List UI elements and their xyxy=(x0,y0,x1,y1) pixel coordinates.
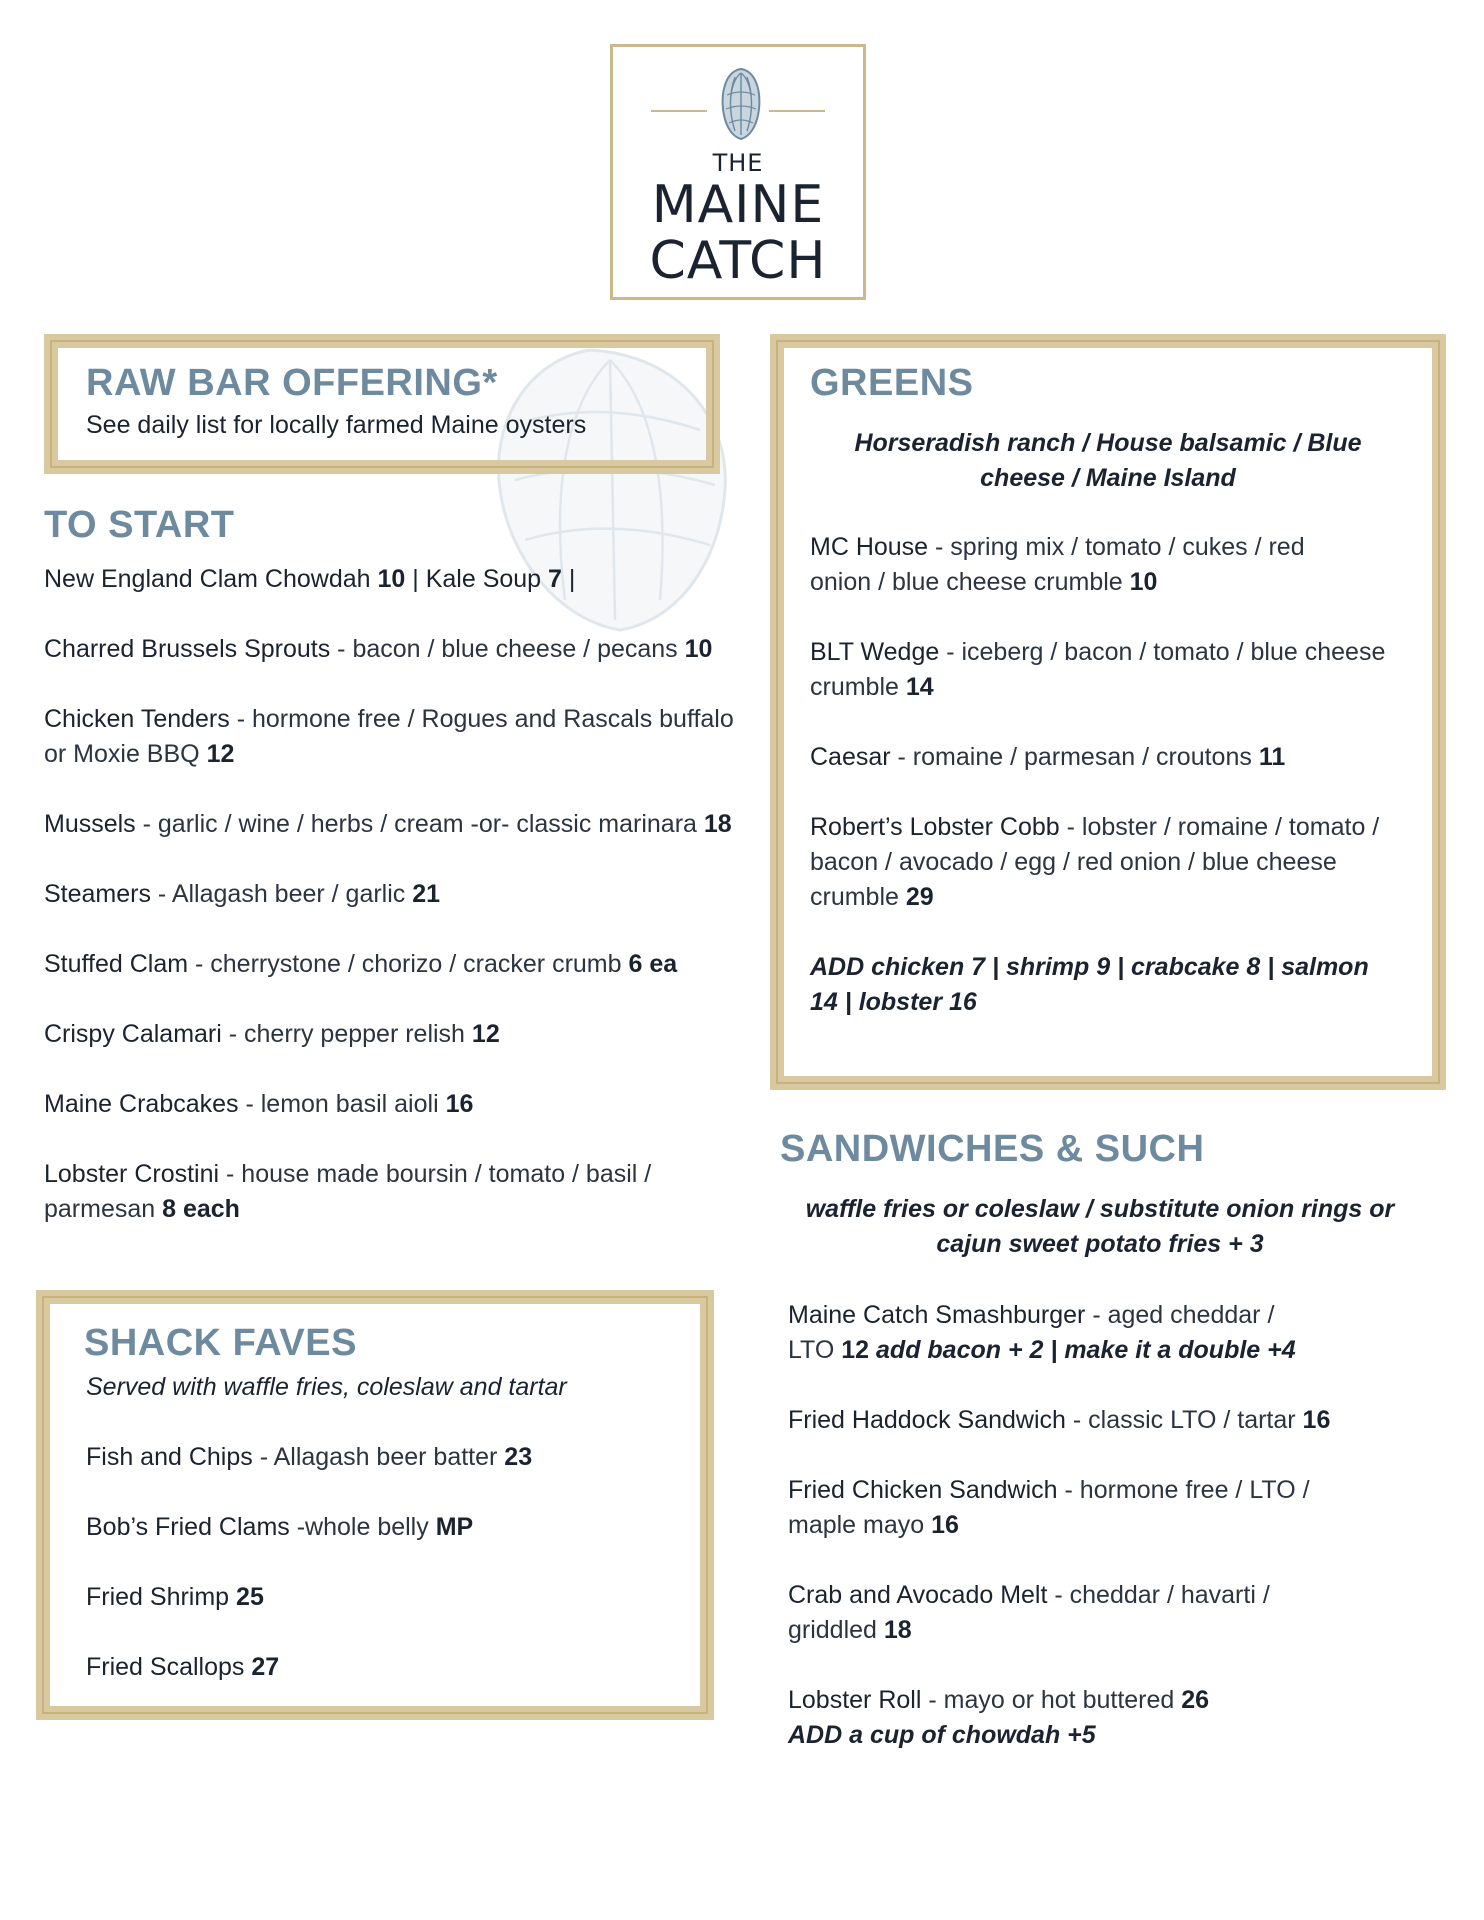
list-item xyxy=(86,1580,686,1615)
item-name: New England Clam Chowdah xyxy=(44,565,371,593)
item-price: 10 xyxy=(684,635,713,663)
item-price: 14 xyxy=(905,673,934,701)
list-item xyxy=(788,1683,1388,1753)
item-price: 12 xyxy=(206,740,235,768)
logo-divider-right xyxy=(769,110,825,112)
item-price: MP xyxy=(435,1513,474,1541)
item-price: 27 xyxy=(251,1653,280,1681)
item-name: Lobster Roll xyxy=(788,1686,922,1714)
item-name: Bob’s Fried Clams xyxy=(86,1513,290,1541)
item-price: 16 xyxy=(1302,1406,1331,1434)
list-item xyxy=(44,877,744,912)
item-name: MC House xyxy=(810,533,929,561)
item-name: Crispy Calamari xyxy=(44,1020,222,1048)
item-price: 10 xyxy=(377,565,406,593)
item-description: - hormone free / LTO / maple mayo xyxy=(788,1476,1310,1539)
item-description: - house made boursin / tomato / basil / parmesan xyxy=(44,1160,652,1223)
list-item xyxy=(86,1440,686,1475)
item-name: BLT Wedge xyxy=(810,638,940,666)
raw-bar-title: RAW BAR OFFERING* xyxy=(86,362,498,404)
item-description: - Allagash beer / garlic xyxy=(150,880,413,908)
list-item xyxy=(44,632,744,667)
item-name: Mussels xyxy=(44,810,136,838)
item-description: - cheddar / havarti / griddled xyxy=(788,1581,1270,1644)
item-description: - romaine / parmesan / croutons xyxy=(890,743,1259,771)
list-item xyxy=(44,947,744,982)
list-item xyxy=(810,810,1418,915)
item-description xyxy=(229,1583,236,1611)
list-item xyxy=(788,1578,1308,1648)
restaurant-logo xyxy=(610,44,866,300)
greens-title: GREENS xyxy=(810,362,974,404)
item-price: 8 each xyxy=(162,1195,240,1223)
list-item xyxy=(44,807,764,842)
item-extra: ADD a cup of chowdah +5 xyxy=(788,1721,1096,1749)
list-item xyxy=(788,1403,1428,1438)
item-name: Lobster Crostini xyxy=(44,1160,220,1188)
to-start-title: TO START xyxy=(44,504,235,546)
item-name: Robert’s Lobster Cobb xyxy=(810,813,1060,841)
item-description: - spring mix / tomato / cukes / red onion / blue cheese crumble xyxy=(810,533,1305,596)
list-item xyxy=(44,1157,704,1227)
shack-faves-subtitle: Served with waffle fries, coleslaw and tartar xyxy=(86,1373,567,1401)
item-price: 12 xyxy=(841,1336,870,1364)
logo-catch: CATCH xyxy=(649,231,827,291)
list-item xyxy=(810,530,1370,600)
item-name: Charred Brussels Sprouts xyxy=(44,635,331,663)
logo-the: THE xyxy=(712,149,764,177)
item-name: Fried Haddock Sandwich xyxy=(788,1406,1066,1434)
item-price: 23 xyxy=(504,1443,533,1471)
list-item xyxy=(86,1650,686,1685)
sandwiches-subtitle: waffle fries or coleslaw / substitute onion rings or cajun sweet potato fries + 3 xyxy=(805,1195,1395,1258)
item-name: Fried Scallops xyxy=(86,1653,245,1681)
item-name: Stuffed Clam xyxy=(44,950,189,978)
item-description: - cherrystone / chorizo / cracker crumb xyxy=(188,950,629,978)
logo-divider-left xyxy=(651,110,707,112)
list-item xyxy=(810,635,1410,705)
item-description: - cherry pepper relish xyxy=(221,1020,472,1048)
item-name: Maine Crabcakes xyxy=(44,1090,239,1118)
item-price: 11 xyxy=(1258,743,1286,771)
list-item xyxy=(44,1087,744,1122)
item-description: - bacon / blue cheese / pecans xyxy=(330,635,685,663)
list-item xyxy=(788,1473,1348,1543)
item-price: 12 xyxy=(471,1020,500,1048)
item-price: 18 xyxy=(883,1616,912,1644)
logo-maine: MAINE xyxy=(651,175,825,235)
item-name: Kale Soup xyxy=(425,565,542,593)
list-item xyxy=(86,1510,686,1545)
item-name: Fried Chicken Sandwich xyxy=(788,1476,1058,1504)
item-name: Fish and Chips xyxy=(86,1443,253,1471)
list-item xyxy=(44,1017,744,1052)
item-description: -whole belly xyxy=(289,1513,436,1541)
item-description: - iceberg / bacon / tomato / blue cheese crumble xyxy=(810,638,1386,701)
item-description: - aged cheddar / LTO xyxy=(788,1301,1275,1364)
list-item xyxy=(44,702,754,772)
item-price: 29 xyxy=(905,883,934,911)
item-price: 21 xyxy=(412,880,441,908)
item-name: Steamers xyxy=(44,880,151,908)
item-price: 16 xyxy=(445,1090,474,1118)
item-description: - lemon basil aioli xyxy=(238,1090,446,1118)
item-name: Maine Catch Smashburger xyxy=(788,1301,1086,1329)
item-price: 6 ea xyxy=(628,950,678,978)
item-price: 26 xyxy=(1181,1686,1210,1714)
item-description: - lobster / romaine / tomato / bacon / avocado / egg / red onion / blue cheese crumble xyxy=(810,813,1380,911)
greens-dressings: Horseradish ranch / House balsamic / Blue cheese / Maine Island xyxy=(854,429,1362,492)
item-separator: | xyxy=(405,565,426,593)
oyster-shell-icon xyxy=(717,65,765,141)
item-name: Chicken Tenders xyxy=(44,705,230,733)
item-name: Caesar xyxy=(810,743,891,771)
item-price: 7 xyxy=(548,565,562,593)
list-item xyxy=(44,562,744,597)
item-name: Fried Shrimp xyxy=(86,1583,230,1611)
item-name: Crab and Avocado Melt xyxy=(788,1581,1048,1609)
greens-add-ons: ADD chicken 7 | shrimp 9 | crabcake 8 | salmon 14 | lobster 16 xyxy=(810,953,1369,1016)
item-description: - mayo or hot buttered xyxy=(921,1686,1182,1714)
item-extra: add bacon + 2 | make it a double +4 xyxy=(869,1336,1296,1364)
item-description: - Allagash beer batter xyxy=(252,1443,505,1471)
item-price: 18 xyxy=(703,810,732,838)
raw-bar-subtitle: See daily list for locally farmed Maine oysters xyxy=(86,411,587,439)
sandwiches-title: SANDWICHES & SUCH xyxy=(780,1128,1205,1170)
item-price: 25 xyxy=(236,1583,264,1611)
item-description: - hormone free / Rogues and Rascals buffalo or Moxie BBQ xyxy=(44,705,734,768)
item-price: 16 xyxy=(931,1511,959,1539)
list-item xyxy=(810,740,1410,775)
item-separator: | xyxy=(561,565,576,593)
item-price: 10 xyxy=(1129,568,1158,596)
shack-faves-title: SHACK FAVES xyxy=(84,1322,357,1364)
list-item xyxy=(788,1298,1308,1368)
item-description: - classic LTO / tartar xyxy=(1065,1406,1303,1434)
item-description: - garlic / wine / herbs / cream -or- classic marinara xyxy=(135,810,704,838)
